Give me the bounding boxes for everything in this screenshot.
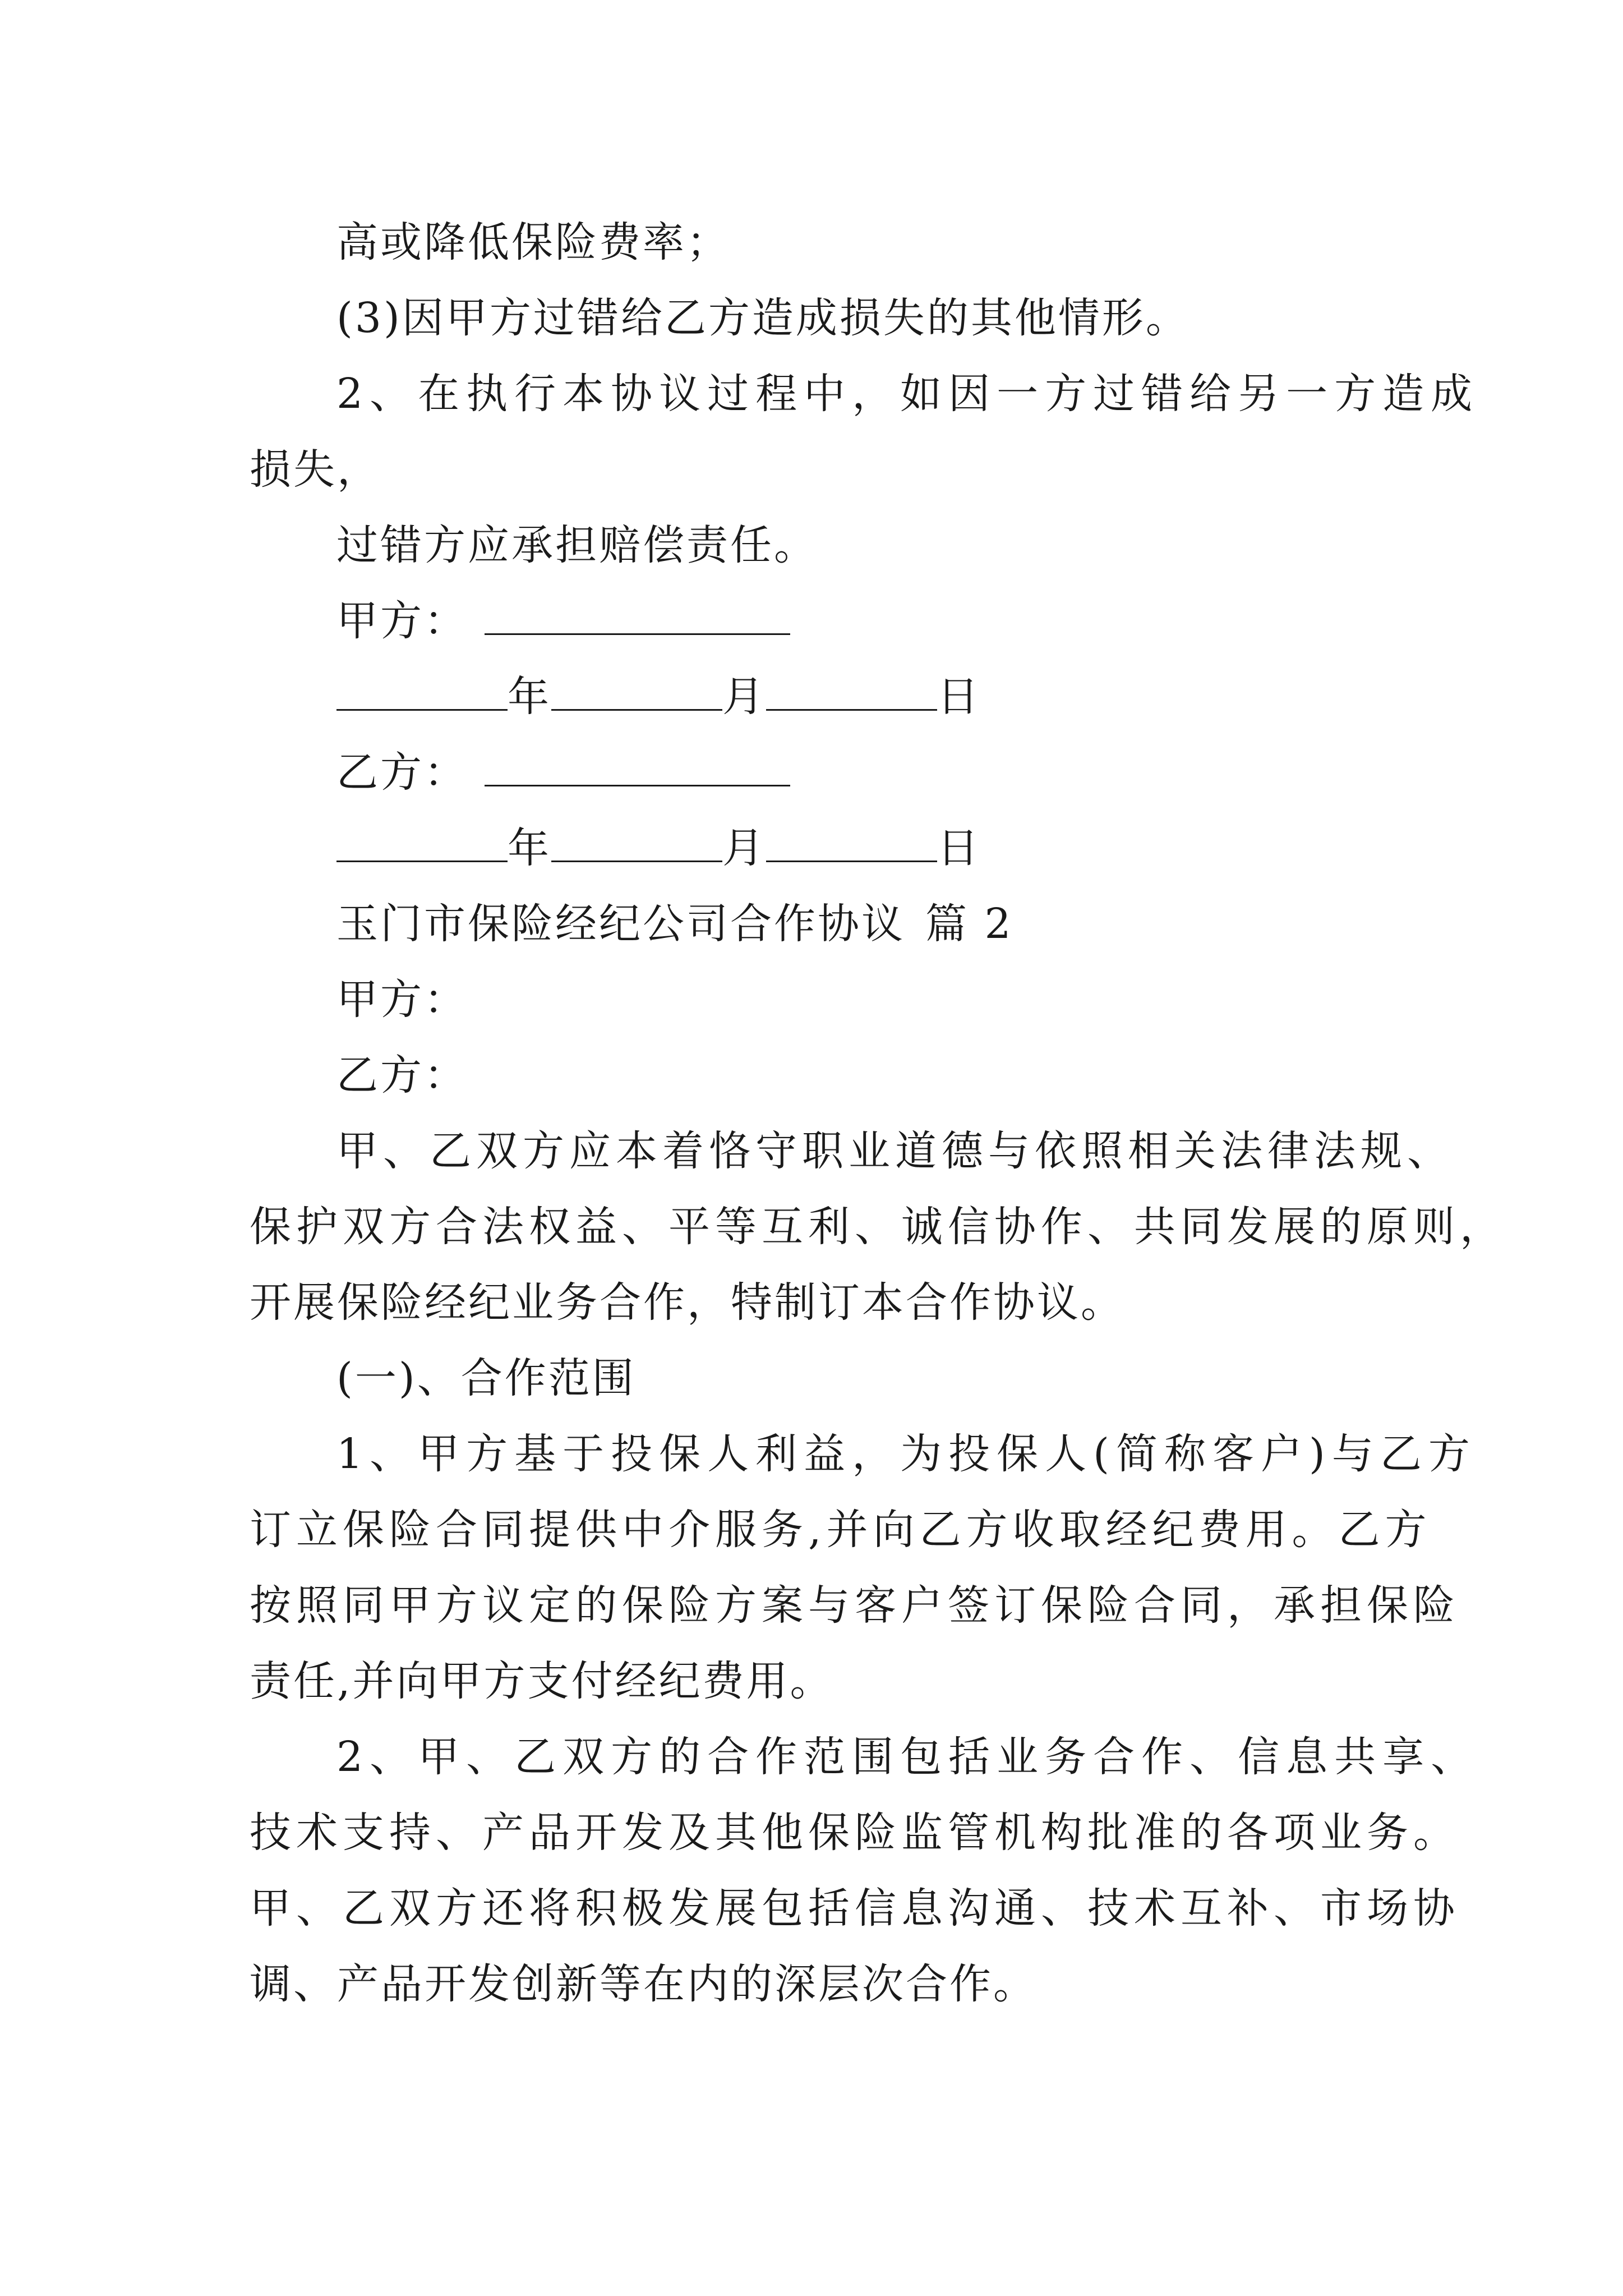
party-a-signature-line [336,597,790,645]
party-a-date-line [336,673,981,721]
year-label: 年 [508,824,551,872]
clause-heading: (一)、合作范围 [336,1354,636,1402]
text-line: (3)因甲方过错给乙方造成损失的其他情形。 [336,294,1189,342]
text-line: 2、在执行本协议过程中，如因一方过错给另一方造成 [336,370,1479,418]
party-a-label-2: 甲方： [336,976,468,1024]
party-b-date-line [336,824,981,872]
signature-blank [485,752,790,786]
party-a-label: 甲方： [336,597,468,645]
paragraph-line: 甲、乙双方应本着恪守职业道德与依照相关法律法规、 [336,1127,1454,1175]
month-blank [551,677,722,711]
text-line: 高或降低保险费率； [336,218,730,266]
month-label: 月 [722,673,766,721]
day-blank [766,828,937,862]
month-blank [551,828,722,862]
year-blank [336,677,508,711]
day-label: 日 [937,673,981,721]
section-title: 玉门市保险经纪公司合作协议 [336,900,905,948]
year-blank [336,828,508,862]
party-b-label: 乙方： [336,748,468,797]
year-label: 年 [508,673,551,721]
month-label: 月 [722,824,766,872]
text-line: 损失， [250,445,381,494]
party-b-signature-line [336,748,790,797]
paragraph-line: 甲、乙双方还将积极发展包括信息沟通、技术互补、市场协 [250,1884,1460,1932]
section-number: 篇 2 [925,900,1013,948]
signature-blank [485,601,790,635]
paragraph-line: 保护双方合法权益、平等互利、诚信协作、共同发展的原则， [250,1203,1506,1251]
paragraph-line: 订立保险合同提供中介服务,并向乙方收取经纪费用。乙方 [250,1506,1432,1554]
paragraph-line: 调、产品开发创新等在内的深层次合作。 [250,1960,1037,2008]
paragraph-line: 1、甲方基于投保人利益，为投保人(简称客户)与乙方 [336,1430,1477,1478]
section-heading [336,900,1013,948]
paragraph-line: 按照同甲方议定的保险方案与客户签订保险合同，承担保险 [250,1581,1460,1630]
party-b-label-2: 乙方： [336,1051,468,1099]
day-label: 日 [937,824,981,872]
day-blank [766,677,937,711]
paragraph-line: 2、甲、乙双方的合作范围包括业务合作、信息共享、 [336,1733,1479,1781]
paragraph-line: 责任,并向甲方支付经纪费用。 [250,1657,834,1705]
text-line: 过错方应承担赔偿责任。 [336,521,818,569]
paragraph-line: 开展保险经纪业务合作，特制订本合作协议。 [250,1278,1124,1327]
paragraph-line: 技术支持、产品开发及其他保险监管机构批准的各项业务。 [250,1809,1460,1857]
